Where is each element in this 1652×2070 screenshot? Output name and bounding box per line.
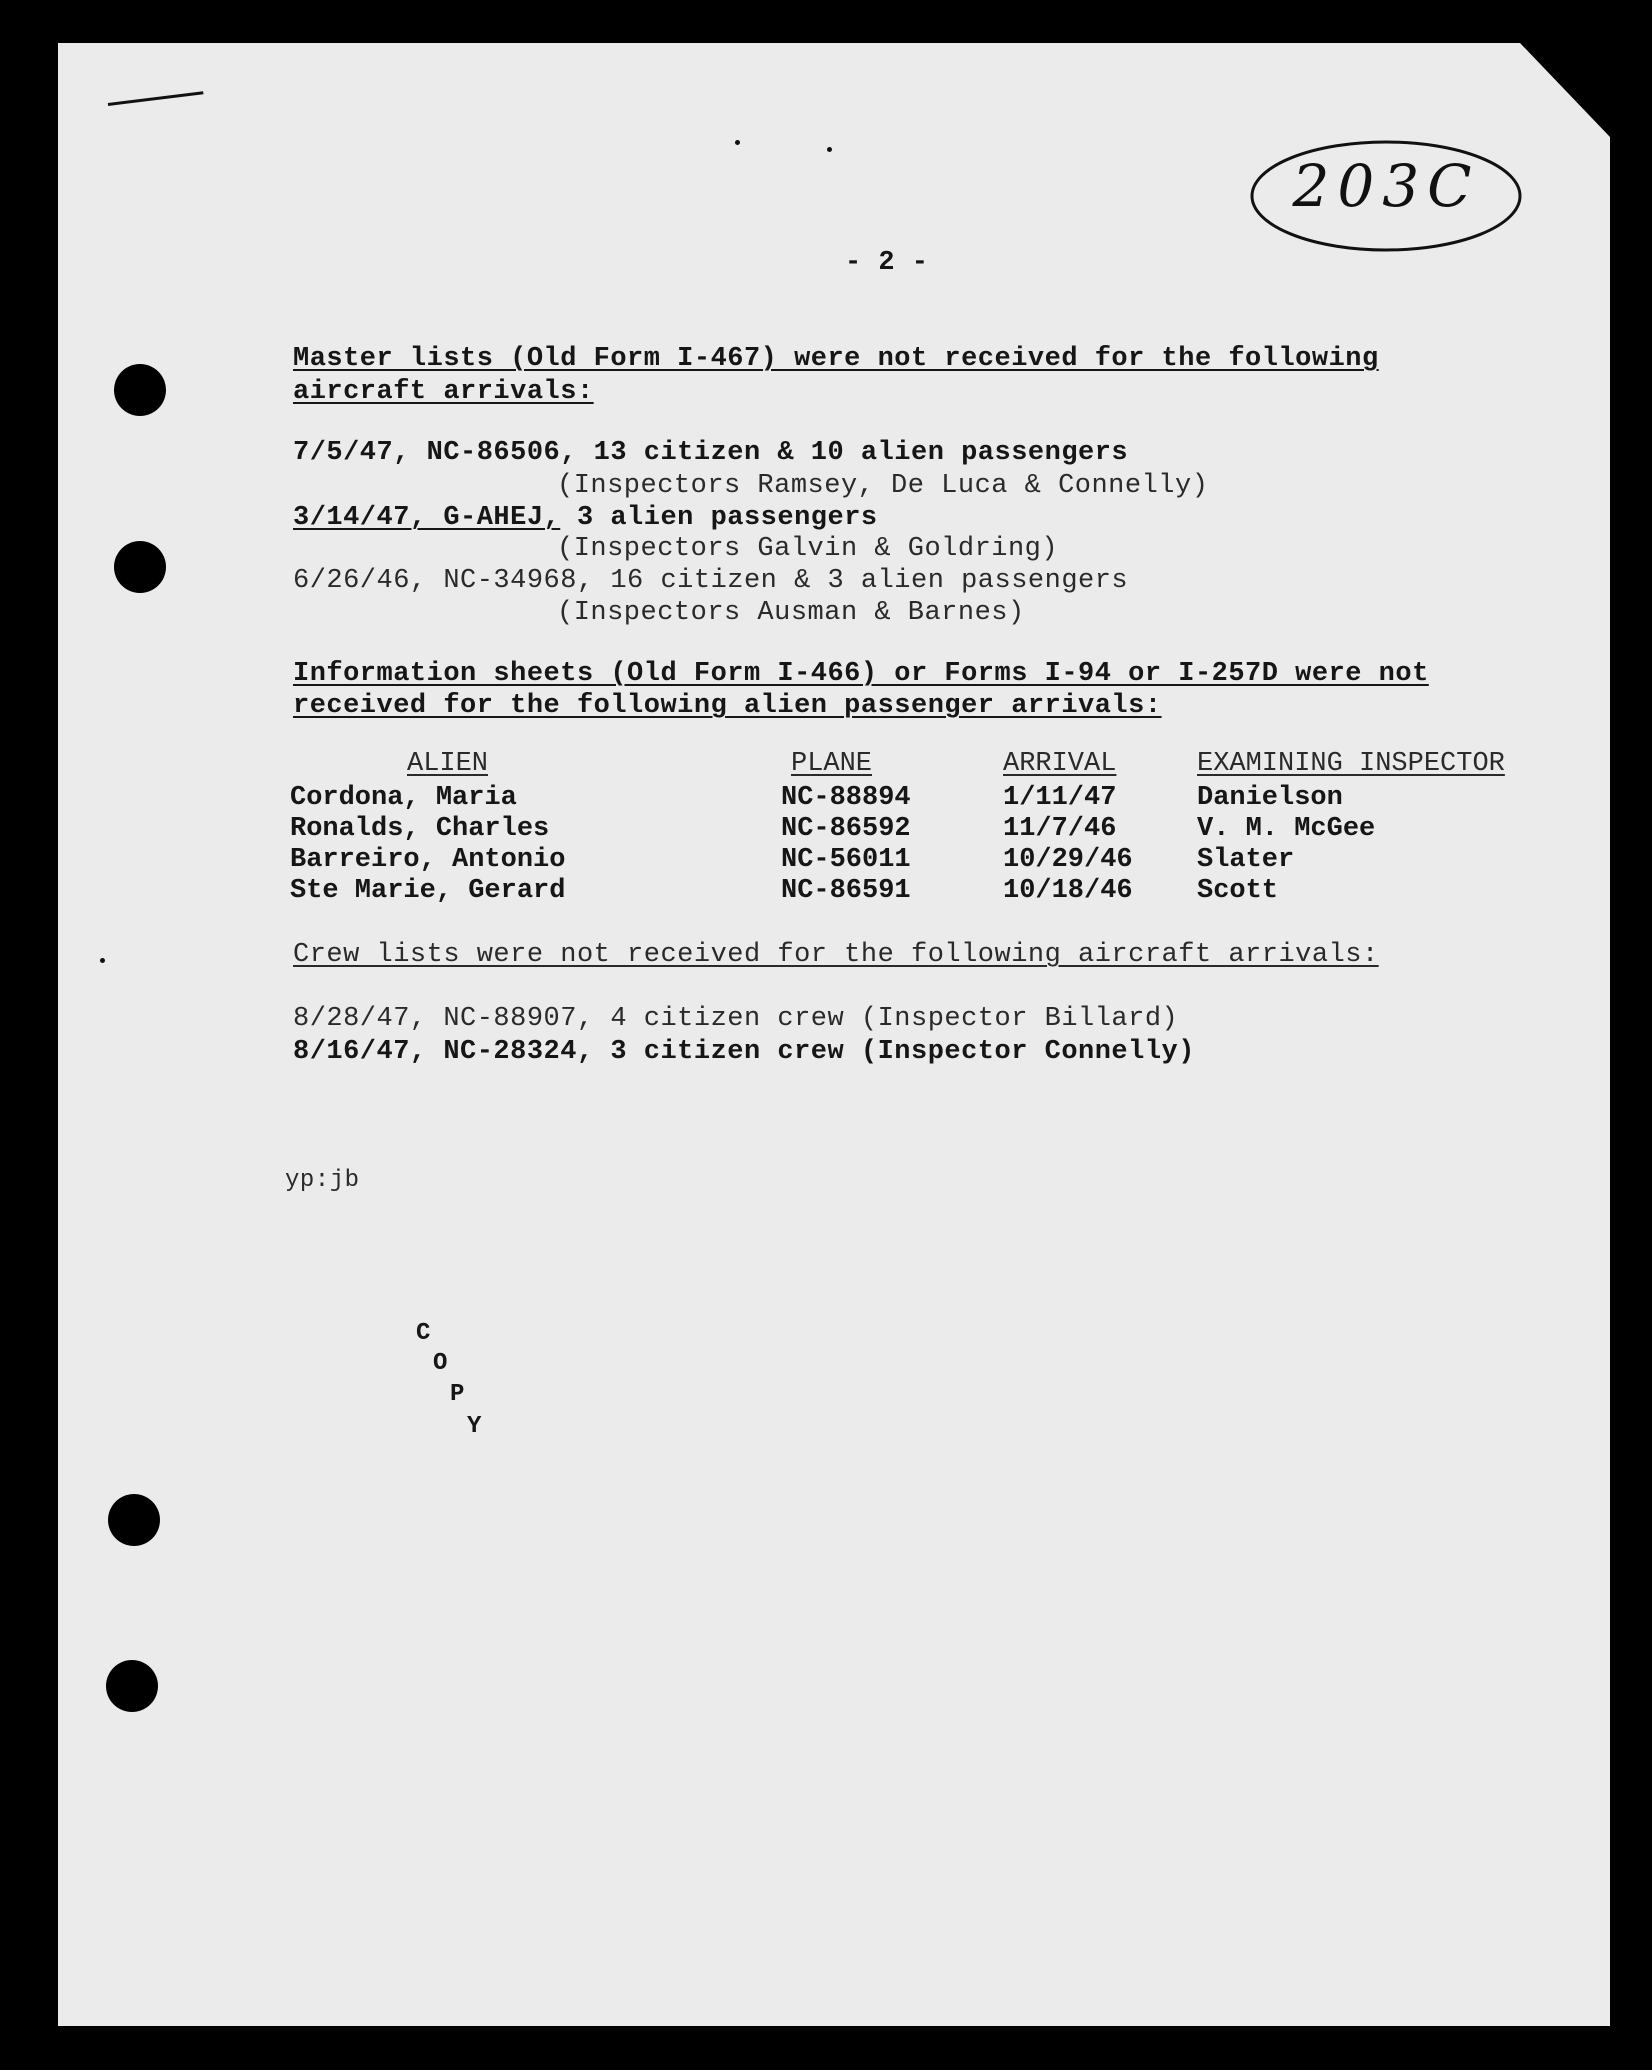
section2-heading-line1: Information sheets (Old Form I-466) or Forms I-94 or I-257D were not	[293, 659, 1429, 689]
copy-letter: P	[450, 1381, 465, 1408]
page-number: - 2 -	[845, 248, 929, 278]
examining-inspector: Danielson	[1197, 782, 1343, 813]
copy-letter: O	[433, 1350, 448, 1377]
plane-number: NC-88894	[781, 782, 911, 813]
arrival-entry-line1: 7/5/47, NC-86506, 13 citizen & 10 alien passengers	[293, 438, 1129, 468]
alien-arrivals-table	[290, 748, 1527, 906]
underlined-arrival: 3/14/47, G-AHEJ,	[293, 503, 561, 533]
copy-letter: C	[416, 1320, 431, 1347]
arrival-entry-line1: 6/26/46, NC-34968, 16 citizen & 3 alien passengers	[293, 566, 1129, 596]
examining-inspector: Slater	[1197, 844, 1295, 875]
arrival-entry-line1	[293, 502, 878, 534]
table-row	[290, 844, 1527, 875]
typist-initials: yp:jb	[285, 1167, 360, 1194]
arrival-passengers: 3 alien passengers	[560, 503, 878, 533]
crew-entry: 8/28/47, NC-88907, 4 citizen crew (Inspector Billard)	[293, 1004, 1179, 1034]
copy-letter: Y	[467, 1413, 482, 1440]
section1-heading-line1: Master lists (Old Form I-467) were not received for the following	[293, 344, 1379, 374]
table-row	[290, 813, 1527, 844]
punch-hole	[114, 364, 166, 416]
alien-name: Ronalds, Charles	[290, 813, 550, 844]
examining-inspector: Scott	[1197, 875, 1279, 906]
arrival-date: 1/11/47	[1003, 782, 1117, 813]
table-header-row	[290, 748, 1527, 782]
arrival-date: 11/7/46	[1003, 813, 1117, 844]
crew-entry: 8/16/47, NC-28324, 3 citizen crew (Inspector Connelly)	[293, 1037, 1195, 1067]
table-row	[290, 875, 1527, 906]
table-row	[290, 782, 1527, 813]
arrival-entry-inspectors: (Inspectors Ramsey, De Luca & Connelly)	[557, 471, 1209, 501]
column-header-alien: ALIEN	[407, 749, 489, 779]
arrival-date: 10/18/46	[1003, 875, 1133, 906]
alien-name: Barreiro, Antonio	[290, 844, 566, 875]
arrival-entry-inspectors: (Inspectors Galvin & Goldring)	[557, 534, 1059, 564]
section1-heading-line2: aircraft arrivals:	[293, 377, 594, 407]
column-header-examining-inspector: EXAMINING INSPECTOR	[1197, 749, 1505, 779]
plane-number: NC-86591	[781, 875, 911, 906]
arrival-date: 10/29/46	[1003, 844, 1133, 875]
ink-speck	[100, 958, 105, 963]
examining-inspector: V. M. McGee	[1197, 813, 1376, 844]
section3-heading: Crew lists were not received for the following aircraft arrivals:	[293, 940, 1379, 970]
section2-heading-line2: received for the following alien passenger arrivals:	[293, 691, 1162, 721]
plane-number: NC-56011	[781, 844, 911, 875]
plane-number: NC-86592	[781, 813, 911, 844]
column-header-arrival: ARRIVAL	[1003, 749, 1117, 779]
punch-hole	[106, 1660, 158, 1712]
punch-hole	[114, 541, 166, 593]
ink-speck	[827, 147, 832, 152]
arrival-entry-inspectors: (Inspectors Ausman & Barnes)	[557, 598, 1025, 628]
column-header-plane: PLANE	[791, 749, 873, 779]
handwritten-mark-text: 203C	[1292, 152, 1480, 220]
punch-hole	[108, 1494, 160, 1546]
alien-name: Ste Marie, Gerard	[290, 875, 566, 906]
handwritten-circled-mark	[1248, 138, 1524, 254]
ink-speck	[735, 140, 740, 145]
alien-name: Cordona, Maria	[290, 782, 517, 813]
